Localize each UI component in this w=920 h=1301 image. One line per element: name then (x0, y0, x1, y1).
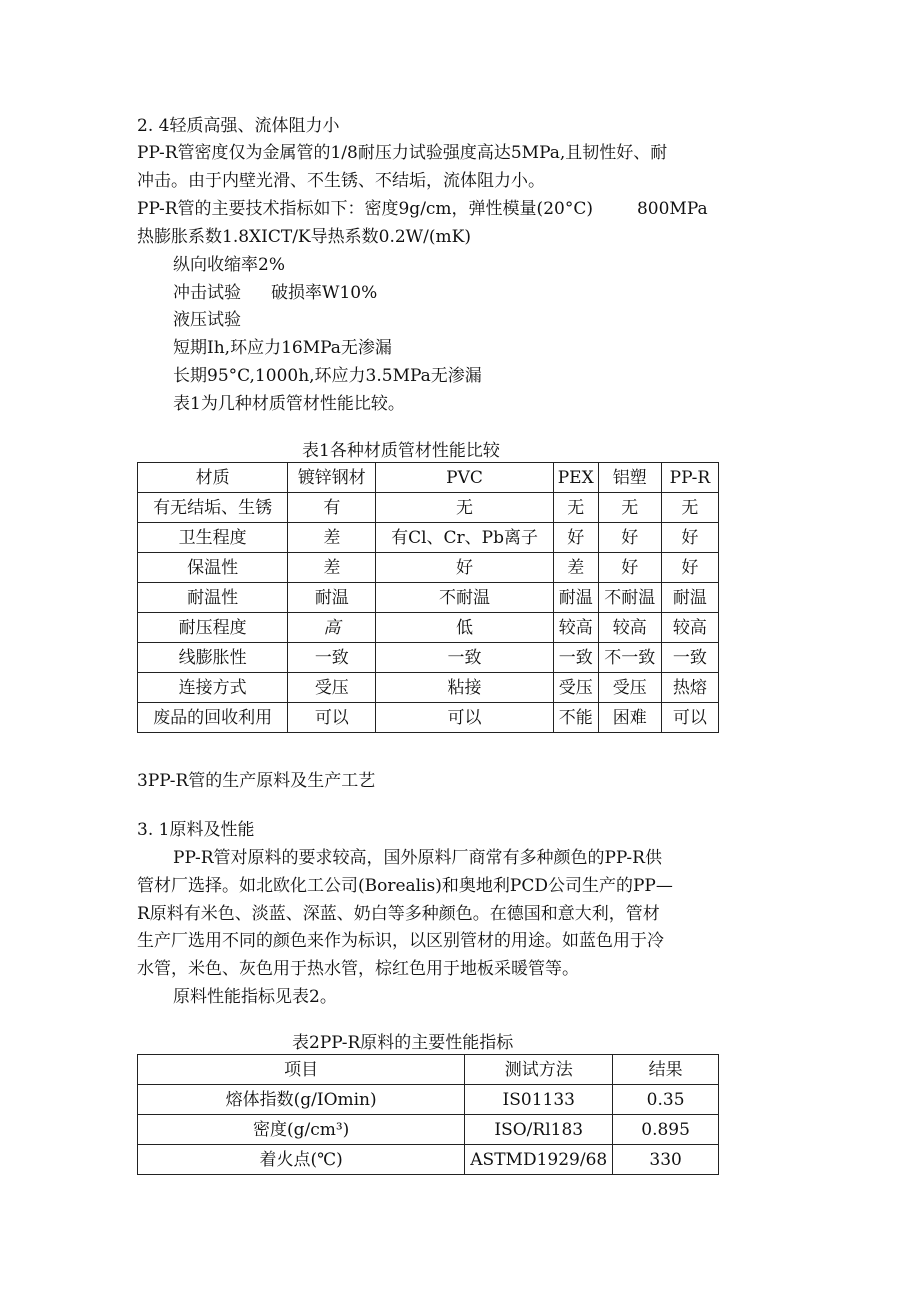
table-reference: 原料性能指标见表2。 (173, 987, 337, 1007)
column-header: PP-R (661, 463, 718, 493)
table-cell: 困难 (598, 703, 661, 733)
table-cell: 好 (553, 523, 598, 553)
table-cell: IS01133 (465, 1085, 613, 1115)
table1-caption: 表1各种材质管材性能比较 (302, 441, 500, 461)
table-cell: 可以 (288, 703, 376, 733)
paragraph-line: R原料有米色、淡蓝、深蓝、奶白等多种颜色。在德国和意大利，管材 (137, 904, 660, 924)
table-cell: 无 (661, 493, 718, 523)
section-heading-2-4: 2. 4轻质高强、流体阻力小 (137, 116, 340, 136)
paragraph-line: 热膨胀系数1.8XICT/K导热系数0.2W/(mK) (137, 227, 471, 247)
table-cell: 受压 (288, 673, 376, 703)
table-row (138, 1145, 719, 1175)
table2-caption: 表2PP-R原料的主要性能指标 (292, 1033, 514, 1053)
column-header: PEX (553, 463, 598, 493)
table-cell: 有无结垢、生锈 (138, 493, 288, 523)
column-header: 结果 (613, 1055, 719, 1085)
spec-modulus-value: 800MPa (636, 199, 708, 219)
table-row (138, 1085, 719, 1115)
table-cell: 好 (598, 523, 661, 553)
paragraph-line: 管材厂选择。如北欧化工公司(Borealis)和奥地利PCD公司生产的PP— (137, 876, 673, 896)
column-header: PVC (376, 463, 553, 493)
paragraph-line: PP-R管对原料的要求较高，国外原料厂商常有多种颜色的PP-R供 (173, 848, 662, 868)
table-cell: 低 (376, 613, 553, 643)
table-cell: 耐温 (661, 583, 718, 613)
spec-item-value: 破损率W10% (271, 283, 378, 303)
table-cell: 较高 (553, 613, 598, 643)
table-cell: 卫生程度 (138, 523, 288, 553)
column-header: 材质 (138, 463, 288, 493)
table-reference: 表1为几种材质管材性能比较。 (173, 394, 405, 414)
spec-item: 液压试验 (173, 310, 241, 330)
spec-item (173, 282, 377, 304)
column-header: 测试方法 (465, 1055, 613, 1085)
table-cell: 受压 (598, 673, 661, 703)
table-cell: 差 (288, 523, 376, 553)
table-cell: 有Cl、Cr、Pb离子 (376, 523, 553, 553)
spec-item-label: 冲击试验 (173, 283, 241, 303)
table-cell: 好 (598, 553, 661, 583)
table-cell: 较高 (598, 613, 661, 643)
table-cell: 一致 (661, 643, 718, 673)
table-cell: 有 (288, 493, 376, 523)
spec-item: 纵向收缩率2% (173, 255, 285, 275)
table-cell: 耐压程度 (138, 613, 288, 643)
paragraph-line: 冲击。由于内壁光滑、不生锈、不结垢，流体阻力小。 (137, 171, 545, 191)
table-row (138, 703, 719, 733)
table-cell: 熔体指数(g/IOmin) (138, 1085, 465, 1115)
paragraph-line: PP-R管密度仅为金属管的1/8耐压力试验强度高达5MPa,且韧性好、耐 (137, 143, 668, 163)
table-row (138, 493, 719, 523)
table-cell: 连接方式 (138, 673, 288, 703)
table-cell: ASTMD1929/68 (465, 1145, 613, 1175)
table-cell: 无 (553, 493, 598, 523)
table-cell: 高 (288, 613, 376, 643)
table-cell: 密度(g/cm³) (138, 1115, 465, 1145)
table-cell: 着火点(℃) (138, 1145, 465, 1175)
spec-item: 短期Ih,环应力16MPa无渗漏 (173, 338, 392, 358)
column-header: 项目 (138, 1055, 465, 1085)
table-cell: 耐温 (553, 583, 598, 613)
table-cell: 差 (288, 553, 376, 583)
table1 (137, 462, 719, 733)
table-cell: 耐温 (288, 583, 376, 613)
table-row (138, 553, 719, 583)
paragraph-line (137, 198, 708, 220)
table-cell: 一致 (376, 643, 553, 673)
table-row (138, 583, 719, 613)
table-row (138, 643, 719, 673)
table-cell: 0.35 (613, 1085, 719, 1115)
table-row (138, 673, 719, 703)
table-cell: 不能 (553, 703, 598, 733)
table-cell: 热熔 (661, 673, 718, 703)
section-heading-3-1: 3. 1原料及性能 (137, 820, 255, 840)
table-cell: 0.895 (613, 1115, 719, 1145)
table-cell: 一致 (553, 643, 598, 673)
table-row (138, 1115, 719, 1145)
column-header: 镀锌钢材 (288, 463, 376, 493)
table2 (137, 1054, 719, 1175)
table-cell: 不一致 (598, 643, 661, 673)
paragraph-line: 生产厂选用不同的颜色来作为标识，以区别管材的用途。如蓝色用于冷 (137, 931, 664, 951)
table-cell: 无 (598, 493, 661, 523)
table-header-row (138, 1055, 719, 1085)
table-row (138, 523, 719, 553)
table-cell: 废品的回收利用 (138, 703, 288, 733)
table-cell: 好 (376, 553, 553, 583)
column-header: 铝塑 (598, 463, 661, 493)
table-cell: 不耐温 (376, 583, 553, 613)
table-cell: 可以 (661, 703, 718, 733)
table-cell: 一致 (288, 643, 376, 673)
table-row (138, 613, 719, 643)
table-cell: 粘接 (376, 673, 553, 703)
table-cell: ISO/Rl183 (465, 1115, 613, 1145)
table-cell: 不耐温 (598, 583, 661, 613)
table-cell: 好 (661, 553, 718, 583)
table-cell: 受压 (553, 673, 598, 703)
table-cell: 330 (613, 1145, 719, 1175)
spec-density-modulus: PP-R管的主要技术指标如下：密度9g/cm，弹性模量(20°C) (137, 199, 593, 219)
section-heading-3: 3PP-R管的生产原料及生产工艺 (137, 771, 376, 791)
table-cell: 差 (553, 553, 598, 583)
table-cell: 好 (661, 523, 718, 553)
spec-item: 长期95°C,1000h,环应力3.5MPa无渗漏 (173, 366, 482, 386)
table-header-row (138, 463, 719, 493)
table-cell: 保温性 (138, 553, 288, 583)
table-cell: 较高 (661, 613, 718, 643)
paragraph-line: 水管，米色、灰色用于热水管，棕红色用于地板采暖管等。 (137, 959, 579, 979)
table-cell: 可以 (376, 703, 553, 733)
table-cell: 线膨胀性 (138, 643, 288, 673)
table-cell: 无 (376, 493, 553, 523)
table-cell: 耐温性 (138, 583, 288, 613)
